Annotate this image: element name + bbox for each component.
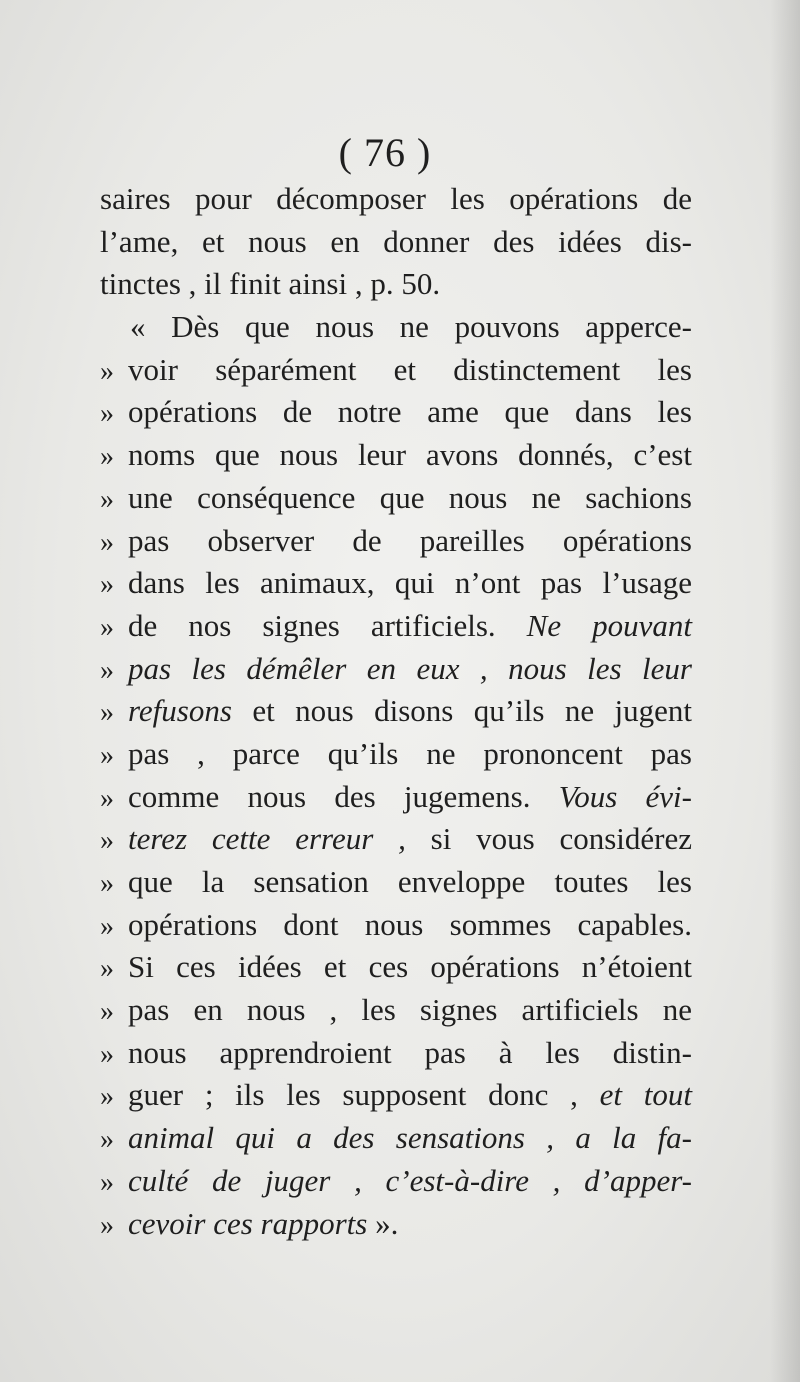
line-content bbox=[128, 349, 692, 392]
quote-mark: » bbox=[100, 953, 114, 985]
roman-text: l’ame, et nous en donner des idées dis- bbox=[100, 223, 692, 259]
italic-text: refusons bbox=[128, 693, 232, 729]
line-content bbox=[128, 605, 692, 648]
roman-text: de nos signes artificiels. bbox=[128, 607, 527, 643]
quote-mark: » bbox=[100, 483, 114, 515]
roman-text: opérations de notre ame que dans les bbox=[128, 394, 692, 430]
roman-text: guer ; ils les supposent donc , bbox=[128, 1077, 600, 1113]
text-line bbox=[100, 1032, 692, 1075]
quote-mark: » bbox=[100, 782, 114, 814]
text-line bbox=[100, 306, 692, 349]
italic-text: cevoir ces rapports bbox=[128, 1205, 368, 1241]
italic-text: terez cette erreur , bbox=[128, 821, 431, 857]
text-line bbox=[100, 946, 692, 989]
quote-mark: » bbox=[100, 611, 114, 643]
line-content bbox=[128, 690, 692, 733]
roman-text: voir séparément et distinctement les bbox=[128, 351, 692, 387]
line-content bbox=[128, 946, 692, 989]
line-content bbox=[128, 904, 692, 947]
text-line bbox=[100, 776, 692, 819]
text-line bbox=[100, 733, 692, 776]
italic-text: animal qui a des sensations , a la fa- bbox=[128, 1120, 692, 1156]
body-text bbox=[100, 178, 692, 1245]
line-content bbox=[128, 1160, 692, 1203]
text-line bbox=[100, 1160, 692, 1203]
roman-text: nous apprendroient pas à les distin- bbox=[128, 1034, 692, 1070]
line-content bbox=[128, 818, 692, 861]
italic-text: et tout bbox=[599, 1077, 692, 1113]
text-line bbox=[100, 861, 692, 904]
line-content bbox=[128, 434, 692, 477]
quote-mark: » bbox=[100, 996, 114, 1028]
italic-text: Vous évi- bbox=[558, 778, 692, 814]
text-line bbox=[100, 221, 692, 264]
roman-text: « Dès que nous ne pouvons apperce- bbox=[130, 309, 692, 345]
line-content bbox=[128, 1117, 692, 1160]
roman-text: une conséquence que nous ne sachions bbox=[128, 479, 692, 515]
roman-text: et nous disons qu’ils ne jugent bbox=[231, 693, 692, 729]
text-line bbox=[100, 989, 692, 1032]
text-line bbox=[100, 391, 692, 434]
text-line bbox=[100, 904, 692, 947]
text-line bbox=[100, 605, 692, 648]
quote-mark: » bbox=[100, 1124, 114, 1156]
page-number: ( 76 ) bbox=[338, 130, 432, 175]
quote-mark: » bbox=[100, 1166, 114, 1198]
line-content bbox=[128, 776, 692, 819]
text-line bbox=[100, 562, 692, 605]
quote-mark: » bbox=[100, 355, 114, 387]
text-line bbox=[100, 520, 692, 563]
line-content bbox=[128, 1203, 692, 1246]
italic-text: Ne pouvant bbox=[526, 607, 692, 643]
roman-text: tinctes , il finit ainsi , p. 50. bbox=[100, 266, 441, 302]
quote-mark: » bbox=[100, 1209, 114, 1241]
quote-mark: » bbox=[100, 739, 114, 771]
text-line bbox=[100, 648, 692, 691]
line-content bbox=[128, 1032, 692, 1075]
roman-text: comme nous des jugemens. bbox=[128, 778, 559, 814]
quote-mark: » bbox=[100, 526, 114, 558]
roman-text: que la sensation enveloppe toutes les bbox=[128, 864, 692, 899]
line-content bbox=[128, 562, 692, 605]
roman-text: noms que nous leur avons donnés, c’est bbox=[128, 437, 692, 473]
line-content bbox=[128, 989, 692, 1032]
quote-mark: » bbox=[100, 441, 114, 473]
italic-text: culté de juger , c’est-à-dire , d’apper- bbox=[128, 1162, 692, 1198]
line-content bbox=[128, 477, 692, 520]
roman-text: pas , parce qu’ils ne prononcent pas bbox=[128, 735, 692, 771]
text-line bbox=[100, 1203, 692, 1246]
line-content bbox=[128, 733, 692, 776]
line-content bbox=[128, 648, 692, 691]
quote-mark: » bbox=[100, 569, 114, 601]
quote-mark: » bbox=[100, 825, 114, 857]
quote-mark: » bbox=[100, 398, 114, 430]
quote-mark: » bbox=[100, 910, 114, 942]
roman-text: pas observer de pareilles opérations bbox=[128, 522, 692, 558]
text-line bbox=[100, 349, 692, 392]
line-content bbox=[128, 391, 692, 434]
text-line bbox=[100, 477, 692, 520]
quote-mark: » bbox=[100, 697, 114, 729]
quote-mark: » bbox=[100, 868, 114, 899]
roman-text: pas en nous , les signes artificiels ne bbox=[128, 992, 692, 1028]
roman-text: opérations dont nous sommes capables. bbox=[128, 906, 692, 942]
italic-text: pas les démêler en eux , nous les leur bbox=[128, 650, 692, 686]
text-line bbox=[100, 818, 692, 861]
text-line bbox=[100, 1074, 692, 1117]
line-content bbox=[128, 861, 692, 904]
quote-mark: » bbox=[100, 1081, 114, 1113]
quote-mark: » bbox=[100, 1038, 114, 1070]
roman-text: si vous considérez bbox=[430, 821, 692, 857]
text-line bbox=[100, 434, 692, 477]
line-content bbox=[128, 520, 692, 563]
roman-text: Si ces idées et ces opérations n’étoient bbox=[128, 949, 692, 985]
roman-text: saires pour décomposer les opérations de bbox=[100, 181, 692, 216]
text-line bbox=[100, 690, 692, 733]
roman-text: dans les animaux, qui n’ont pas l’usage bbox=[128, 565, 692, 601]
text-line bbox=[100, 1117, 692, 1160]
line-content bbox=[128, 1074, 692, 1117]
roman-text: ». bbox=[367, 1205, 399, 1241]
quote-mark: » bbox=[100, 654, 114, 686]
text-line bbox=[100, 178, 692, 221]
text-line bbox=[100, 263, 692, 306]
